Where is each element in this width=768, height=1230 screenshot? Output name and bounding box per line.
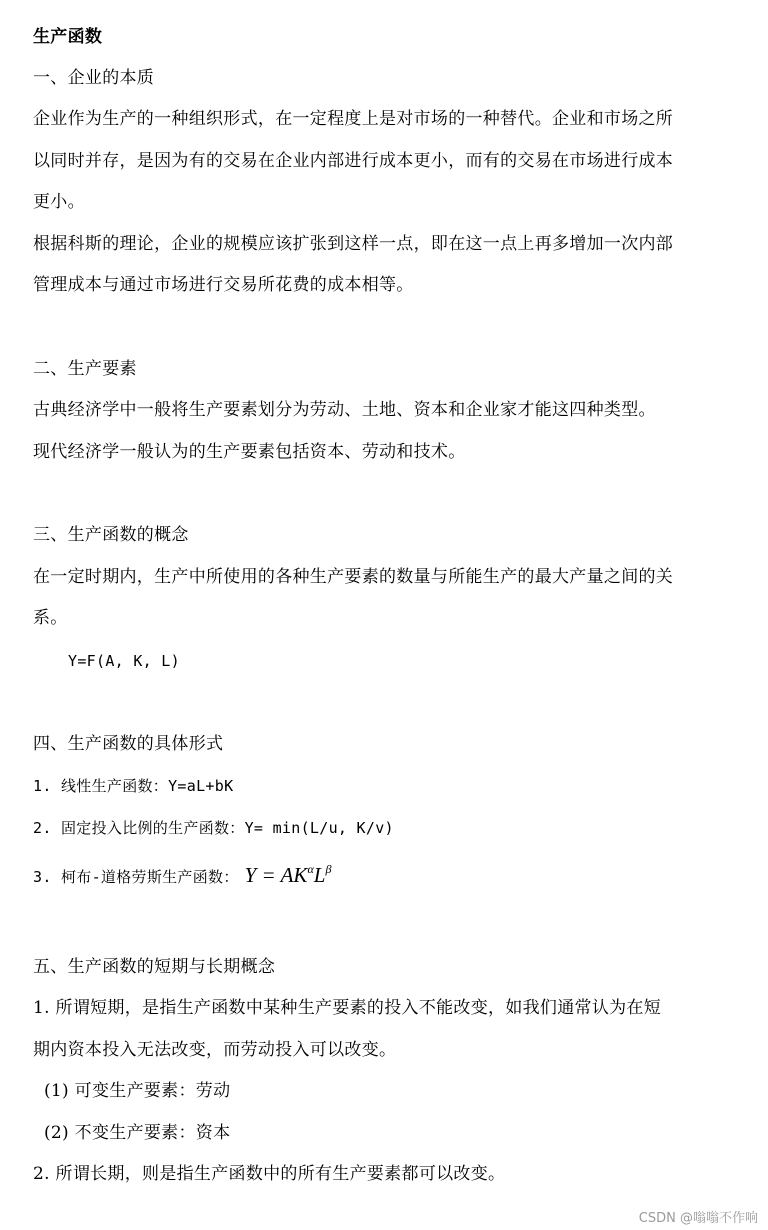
section-2-line-1: 古典经济学中一般将生产要素划分为劳动、土地、资本和企业家才能这四种类型。 [33,400,656,420]
section-4-heading: 四、生产函数的具体形式 [33,734,224,754]
section-1-paragraph-2-line-2: 管理成本与通过市场进行交易所花费的成本相等。 [33,275,414,295]
section-2-line-2: 现代经济学一般认为的生产要素包括资本、劳动和技术。 [33,442,466,462]
section-3-heading: 三、生产函数的概念 [33,525,189,545]
production-function-formula: Y=F(A, K, L) [68,652,180,670]
section-5-item-1-line-1: 1. 所谓短期，是指生产函数中某种生产要素的投入不能改变，如我们通常认为在短 [33,998,662,1018]
cobb-alpha: α [307,862,314,876]
section-1-paragraph-2-line-1: 根据科斯的理论，企业的规模应该扩张到这样一点，即在这一点上再多增加一次内部 [33,234,674,254]
section-5-item-1-line-2: 期内资本投入无法改变，而劳动投入可以改变。 [33,1040,397,1060]
document-title: 生产函数 [33,27,103,47]
section-1-paragraph-1-line-1: 企业作为生产的一种组织形式，在一定程度上是对市场的一种替代。企业和市场之所 [33,109,674,129]
csdn-watermark: CSDN @嗡嗡不作响 [638,1211,758,1226]
section-4-item-3-label: 3. 柯布-道格劳斯生产函数： [33,868,239,886]
section-2-heading: 二、生产要素 [33,359,137,379]
section-5-sub-item-1: (1) 可变生产要素：劳动 [44,1081,231,1101]
section-4-item-3 [33,862,332,887]
section-5-sub-item-2: (2) 不变生产要素：资本 [44,1123,231,1143]
section-3-line-2: 系。 [33,608,68,628]
section-5-item-2: 2. 所谓长期，则是指生产函数中的所有生产要素都可以改变。 [33,1164,506,1184]
section-4-item-2: 2. 固定投入比例的生产函数：Y= min(L/u, K/v) [33,819,394,837]
cobb-L: L [313,863,326,887]
section-1-paragraph-1-line-2: 以同时并存，是因为有的交易在企业内部进行成本更小，而有的交易在市场进行成本 [33,151,674,171]
cobb-base: Y = AK [244,863,308,887]
cobb-douglas-formula [245,863,332,887]
section-3-line-1: 在一定时期内，生产中所使用的各种生产要素的数量与所能生产的最大产量之间的关 [33,567,674,587]
section-4-item-1: 1. 线性生产函数：Y=aL+bK [33,777,234,795]
section-1-heading: 一、企业的本质 [33,68,155,88]
section-1-paragraph-1-line-3: 更小。 [33,192,85,212]
section-5-heading: 五、生产函数的短期与长期概念 [33,957,276,977]
cobb-beta: β [325,862,332,876]
